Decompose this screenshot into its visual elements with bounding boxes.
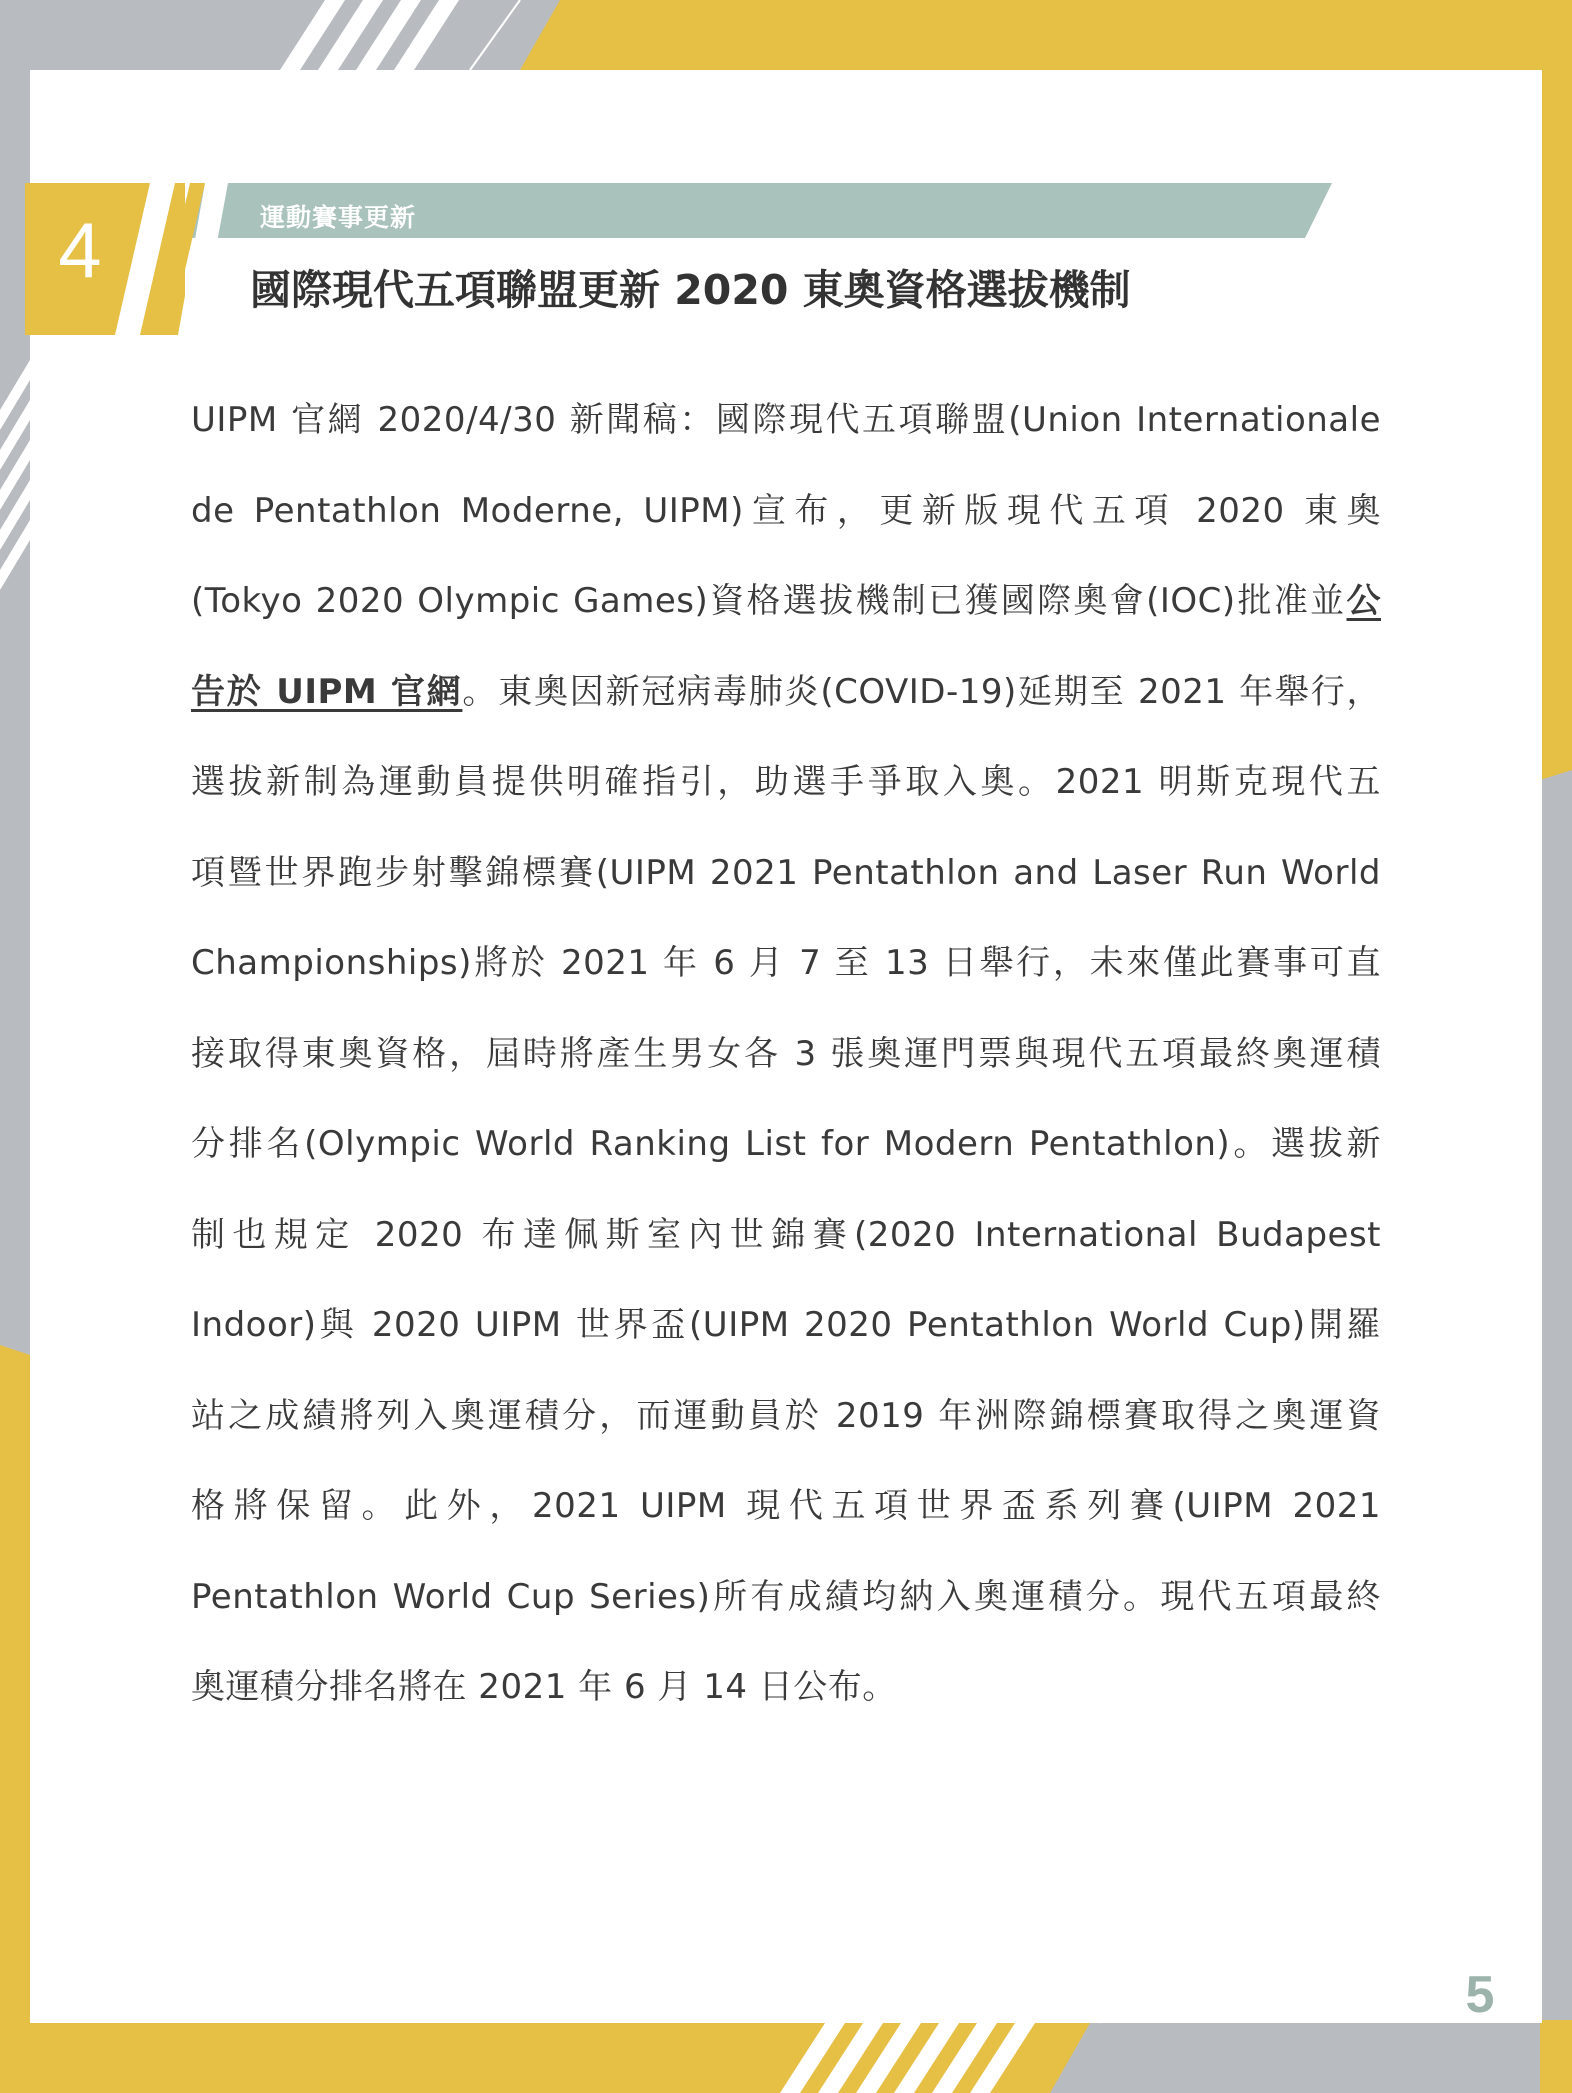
article-line: 分排名(Olympic World Ranking List for Modern Pentathlon)。選拔新	[191, 1124, 1381, 1164]
article-line	[191, 556, 1381, 647]
article-line	[191, 647, 1381, 738]
article-line: 站之成績將列入奧運積分，而運動員於 2019 年洲際錦標賽取得之奧運資	[191, 1395, 1381, 1436]
category-label: 運動賽事更新	[260, 203, 417, 232]
article-line-text: (Tokyo 2020 Olympic Games)資格選拔機制已獲國際奧會(IOC)批准並	[191, 581, 1347, 621]
article-body	[191, 375, 1381, 1733]
article-line: 項暨世界跑步射擊錦標賽(UIPM 2021 Pentathlon and Laser Run World	[191, 852, 1381, 893]
article-line: Pentathlon World Cup Series)所有成績均納入奧運積分。現代五項最終	[191, 1576, 1381, 1617]
page-number: 5	[1465, 1966, 1495, 2024]
article-line: 接取得東奧資格，屆時將產生男女各 3 張奧運門票與現代五項最終奧運積	[191, 1033, 1381, 1074]
article-line: Championships)將於 2021 年 6 月 7 至 13 日舉行，未來僅此賽事可直	[191, 943, 1381, 983]
section-number: 4	[58, 206, 102, 294]
article-line: Indoor)與 2020 UIPM 世界盃(UIPM 2020 Pentathlon World Cup)開羅	[191, 1305, 1381, 1345]
article-title: 國際現代五項聯盟更新 2020 東奧資格選拔機制	[250, 266, 1131, 314]
article-line: 格將保留。此外，2021 UIPM 現代五項世界盃系列賽(UIPM 2021	[191, 1486, 1381, 1526]
uipm-link-part-1[interactable]: 公	[1346, 581, 1381, 621]
article-line: 選拔新制為運動員提供明確指引，助選手爭取入奧。2021 明斯克現代五	[191, 762, 1381, 802]
uipm-link-part-2[interactable]: 告於 UIPM 官網	[191, 671, 463, 712]
article-line: de Pentathlon Moderne, UIPM)宣布，更新版現代五項 2020 東奧	[191, 490, 1381, 531]
article-line: 奧運積分排名將在 2021 年 6 月 14 日公布。	[191, 1667, 897, 1707]
article-line: 制也規定 2020 布達佩斯室內世錦賽(2020 International Budapest	[191, 1214, 1381, 1255]
article-line-text: 。東奧因新冠病毒肺炎(COVID-19)延期至 2021 年舉行，	[462, 671, 1381, 712]
article-line: UIPM 官網 2020/4/30 新聞稿：國際現代五項聯盟(Union Internationale	[191, 400, 1381, 440]
